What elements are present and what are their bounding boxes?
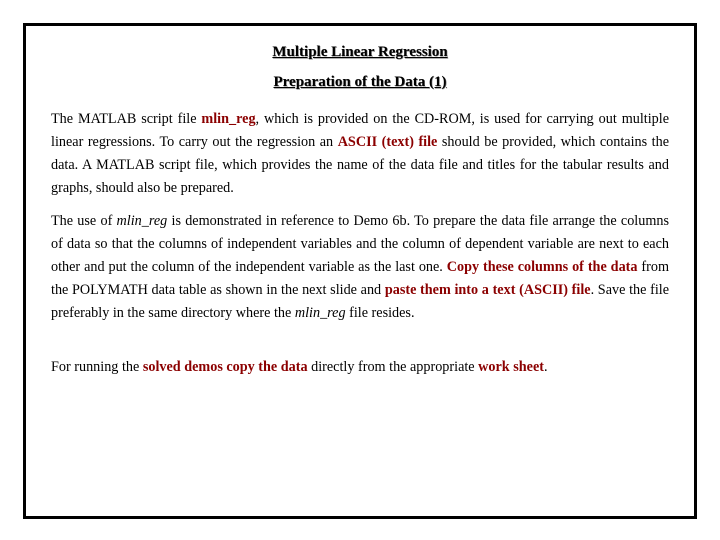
p2-text-1: The use of [51,213,117,229]
p2-highlight-paste-text-file: paste them into a text (ASCII) file [384,282,591,298]
p2-text-5: file resides. [345,305,415,321]
p2-text-3: from the POLYMATH data table as shown in the next slide and [51,259,669,298]
p3-text-2: directly from the appropriate [307,359,479,375]
p2-text-2: is demonstrated in reference to Demo 6b. To prepare the data file arrange the columns of data so that the columns of independent variables and the column of dependent variable are next to each other and put the column of the independent variable as the last one. [51,213,669,275]
p1-text-1: The MATLAB script file [51,111,202,127]
p1-highlight-mlin-reg: mlin_reg [201,111,256,127]
p1-text-2: , which is provided on the CD-ROM, is used for carrying out multiple linear regressions. To carry out the regression an [51,111,669,150]
p1-highlight-ascii-file: ASCII (text) file [337,134,438,150]
p2-text-4: . Save the file preferably in the same directory where the [51,282,669,321]
slide-title: Multiple Linear Regression [272,44,448,60]
p2-highlight-copy-columns: Copy these columns of the data [446,259,638,275]
slide-subtitle: Preparation of the Data (1) [273,74,447,90]
paragraph-2 [51,210,669,325]
p3-text-3: . [543,359,548,375]
p2-italic-mlin-reg-1: mlin_reg [116,213,168,229]
slide-frame [23,23,697,519]
p3-highlight-solved-demos: solved demos copy the data [142,359,308,375]
p3-text-1: For running the [51,359,143,375]
paragraph-3 [51,356,669,379]
p1-text-3: should be provided, which contains the data. A MATLAB script file, which provides the name of the data file and titles for the tabular results and graphs, should also be prepared. [51,134,669,196]
p2-italic-mlin-reg-2: mlin_reg [294,305,346,321]
p3-highlight-work-sheet: work sheet [478,359,544,375]
paragraph-1 [51,108,669,200]
